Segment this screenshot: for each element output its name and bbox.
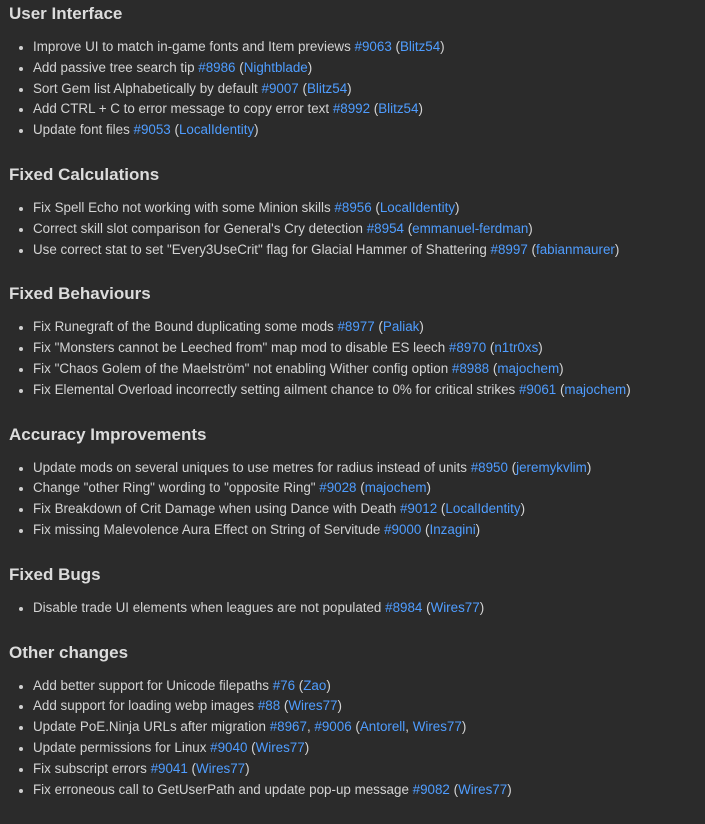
author-link[interactable]: Wires77: [412, 719, 462, 735]
pr-link[interactable]: #9007: [261, 80, 299, 96]
author-link[interactable]: Blitz54: [378, 101, 419, 117]
item-text: Improve UI to match in-game fonts and Item previews: [33, 39, 351, 54]
author-link[interactable]: majochem: [364, 480, 427, 496]
item-text: Update mods on several uniques to use metres for radius instead of units: [33, 459, 467, 475]
changelog-item: Add support for loading webp images #88 (Wires77): [33, 696, 705, 717]
changelog-item: Add better support for Unicode filepaths #76 (Zao): [33, 676, 705, 697]
item-text: Fix Spell Echo not working with some Minion skills: [33, 199, 331, 215]
changelog-item: Sort Gem list Alphabetically by default #9007 (Blitz54): [33, 79, 705, 100]
changelog-item: Fix erroneous call to GetUserPath and update pop-up message #9082 (Wires77): [33, 780, 705, 801]
changelog-list: [9, 458, 705, 541]
changelog-item: Correct skill slot comparison for General's Cry detection #8954 (emmanuel-ferdman): [33, 219, 705, 240]
author-link[interactable]: majochem: [497, 360, 560, 376]
author-link[interactable]: LocalIdentity: [379, 199, 456, 215]
item-text: Fix erroneous call to GetUserPath and update pop-up message: [33, 781, 409, 797]
author-link[interactable]: LocalIdentity: [178, 122, 255, 138]
item-text: Add passive tree search tip: [33, 59, 195, 75]
item-text: Fix Elemental Overload incorrectly setting ailment chance to 0% for critical strikes: [33, 381, 516, 397]
item-text: Fix missing Malevolence Aura Effect on String of Servitude: [33, 521, 381, 537]
pr-link[interactable]: #9028: [319, 480, 357, 496]
changelog-item: Fix Spell Echo not working with some Minion skills #8956 (LocalIdentity): [33, 198, 705, 219]
author-link[interactable]: Blitz54: [306, 80, 348, 96]
pr-link[interactable]: #9061: [518, 381, 557, 397]
pr-link[interactable]: #9082: [412, 781, 450, 797]
item-text: Sort Gem list Alphabetically by default: [33, 80, 258, 96]
author-link[interactable]: Wires77: [430, 599, 480, 615]
changelog-item: Fix subscript errors #9041 (Wires77): [33, 759, 705, 780]
item-text: Fix "Chaos Golem of the Maelström" not enabling Wither config option: [33, 360, 449, 376]
author-link[interactable]: Inzagini: [429, 521, 476, 537]
pr-link[interactable]: #9063: [354, 39, 392, 54]
author-link[interactable]: Wires77: [288, 698, 338, 714]
pr-link[interactable]: #8992: [332, 101, 371, 117]
pr-link[interactable]: #9040: [210, 739, 248, 755]
changelog-item: Add passive tree search tip #8986 (Nightblade): [33, 58, 705, 79]
section-accuracy-improvements: [9, 424, 705, 541]
changelog-item: Improve UI to match in-game fonts and Item previews #9063 (Blitz54): [33, 37, 705, 58]
changelog-item: Fix Breakdown of Crit Damage when using Dance with Death #9012 (LocalIdentity): [33, 499, 705, 520]
changelog-list: [9, 198, 705, 260]
item-text: Add support for loading webp images: [33, 698, 255, 714]
author-link[interactable]: fabianmaurer: [535, 241, 615, 257]
changelog-item: Fix missing Malevolence Aura Effect on String of Servitude #9000 (Inzagini): [33, 520, 705, 541]
author-link[interactable]: majochem: [564, 381, 627, 397]
changelog-item: Fix Runegraft of the Bound duplicating some mods #8977 (Paliak): [33, 317, 705, 338]
changelog-list: [9, 317, 705, 400]
section-fixed-bugs: [9, 564, 705, 619]
changelog-item: Update mods on several uniques to use metres for radius instead of units #8950 (jeremykvlim): [33, 458, 705, 479]
pr-link[interactable]: #9006: [314, 719, 352, 735]
author-link[interactable]: Wires77: [458, 781, 508, 797]
section-title: Fixed Behaviours: [9, 284, 151, 304]
author-link[interactable]: n1tr0xs: [494, 340, 539, 356]
section-user-interface: [9, 3, 705, 141]
section-fixed-behaviours: [9, 283, 705, 400]
section-title: Accuracy Improvements: [9, 424, 207, 444]
item-text: Disable trade UI elements when leagues are not populated: [33, 599, 382, 615]
section-other-changes: [9, 642, 705, 801]
pr-link[interactable]: #8997: [490, 241, 528, 257]
author-link[interactable]: Wires77: [196, 760, 246, 776]
item-text: Use correct stat to set "Every3UseCrit" flag for Glacial Hammer of Shattering: [33, 241, 487, 257]
changelog-item: Fix "Chaos Golem of the Maelström" not enabling Wither config option #8988 (majochem): [33, 359, 705, 380]
changelog-list: [9, 37, 705, 141]
item-text: Change "other Ring" wording to "opposite Ring": [33, 480, 316, 496]
author-link[interactable]: Wires77: [255, 739, 305, 755]
changelog-item: Update permissions for Linux #9040 (Wires77): [33, 738, 705, 759]
changelog-item: Change "other Ring" wording to "opposite Ring" #9028 (majochem): [33, 478, 705, 499]
pr-link[interactable]: #8986: [198, 59, 236, 75]
pr-link[interactable]: #88: [257, 698, 281, 714]
author-link[interactable]: LocalIdentity: [445, 501, 521, 517]
item-text: Update PoE.Ninja URLs after migration: [33, 719, 266, 735]
section-title: Fixed Bugs: [9, 564, 101, 584]
changelog-item: Add CTRL + C to error message to copy error text #8992 (Blitz54): [33, 99, 705, 120]
item-text: Correct skill slot comparison for General's Cry detection: [33, 220, 363, 236]
changelog-list: [9, 676, 705, 801]
pr-link[interactable]: #9012: [399, 501, 438, 517]
section-title: Other changes: [9, 642, 129, 662]
pr-link[interactable]: #8984: [385, 599, 423, 615]
author-link[interactable]: Zao: [303, 677, 327, 693]
pr-link[interactable]: #76: [272, 677, 296, 693]
changelog-item: Update PoE.Ninja URLs after migration #8967, #9006 (Antorell, Wires77): [33, 717, 705, 738]
author-link[interactable]: Antorell: [359, 719, 406, 735]
section-fixed-calculations: [9, 164, 705, 260]
author-link[interactable]: emmanuel-ferdman: [412, 220, 529, 236]
changelog-item: Fix "Monsters cannot be Leeched from" map mod to disable ES leech #8970 (n1tr0xs): [33, 338, 705, 359]
changelog-item: Disable trade UI elements when leagues are not populated #8984 (Wires77): [33, 598, 705, 619]
author-link[interactable]: Blitz54: [399, 39, 441, 54]
pr-link[interactable]: #8967: [269, 719, 307, 735]
item-text: Fix Breakdown of Crit Damage when using Dance with Death: [33, 501, 397, 517]
pr-link[interactable]: #8970: [448, 340, 487, 356]
pr-link[interactable]: #9000: [384, 521, 422, 537]
pr-link[interactable]: #8956: [334, 199, 372, 215]
item-text: Add CTRL + C to error message to copy error text: [33, 101, 330, 117]
changelog-item: Update font files #9053 (LocalIdentity): [33, 120, 705, 141]
pr-link[interactable]: #9053: [133, 122, 171, 138]
pr-link[interactable]: #9041: [150, 760, 188, 776]
changelog-item: Use correct stat to set "Every3UseCrit" flag for Glacial Hammer of Shattering #8997 (fabianmaurer): [33, 240, 705, 261]
author-link[interactable]: Nightblade: [243, 59, 308, 75]
changelog-item: Fix Elemental Overload incorrectly setting ailment chance to 0% for critical strikes #9061 (majochem): [33, 380, 705, 401]
changelog-list: [9, 598, 705, 619]
item-text: Update permissions for Linux: [33, 739, 207, 755]
author-link[interactable]: jeremykvlim: [516, 459, 587, 475]
section-title: Fixed Calculations: [9, 164, 160, 184]
pr-link[interactable]: #8950: [470, 459, 508, 475]
item-text: Update font files: [33, 122, 130, 138]
section-title: User Interface: [9, 4, 123, 23]
author-link[interactable]: Paliak: [382, 319, 420, 335]
pr-link[interactable]: #8954: [366, 220, 404, 236]
item-text: Fix "Monsters cannot be Leeched from" map mod to disable ES leech: [33, 340, 446, 356]
pr-link[interactable]: #8988: [451, 360, 490, 376]
item-text: Add better support for Unicode filepaths: [33, 677, 269, 693]
pr-link[interactable]: #8977: [337, 319, 375, 335]
item-text: Fix Runegraft of the Bound duplicating some mods: [33, 319, 334, 335]
item-text: Fix subscript errors: [33, 760, 147, 776]
